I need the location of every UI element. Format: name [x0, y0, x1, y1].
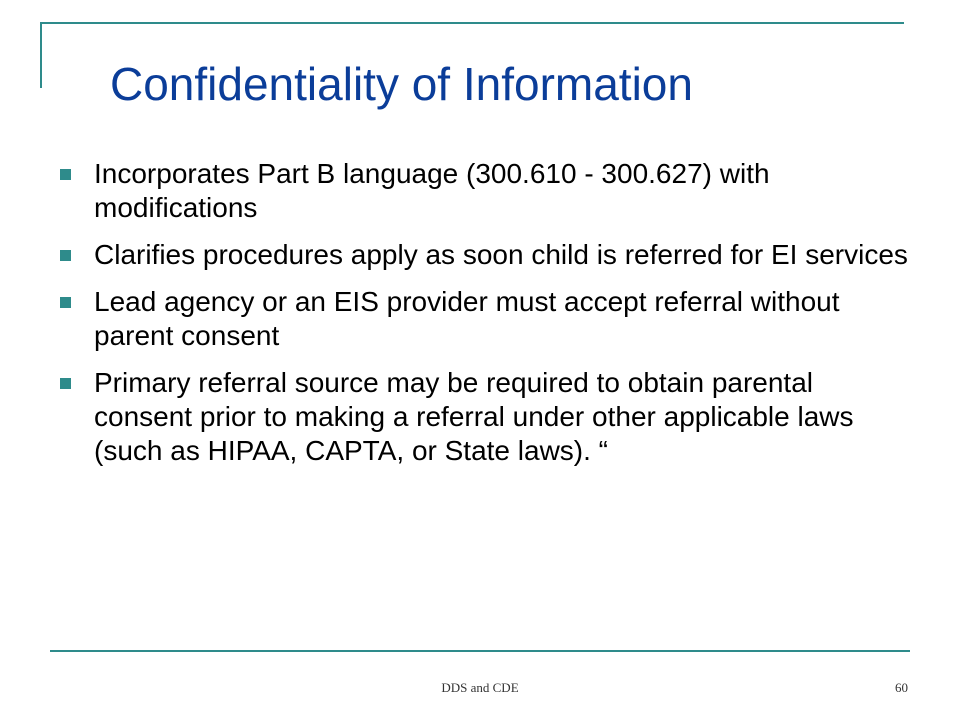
- square-bullet-icon: [60, 378, 71, 389]
- bullet-list: [56, 157, 916, 468]
- square-bullet-icon: [60, 297, 71, 308]
- page-number: 60: [895, 680, 908, 695]
- left-rule: [40, 22, 42, 88]
- bullet-item: [56, 366, 916, 468]
- footer-text: DDS and CDE: [441, 680, 519, 695]
- bullet-item: [56, 157, 916, 225]
- footer: [0, 680, 960, 700]
- bullet-text: Lead agency or an EIS provider must accept referral without parent consent: [94, 286, 840, 351]
- bottom-rule: [50, 650, 910, 652]
- bullet-item: [56, 238, 916, 272]
- bullet-text: Primary referral source may be required to obtain parental consent prior to making a referral under other applicable laws (such as HIPAA, CAPTA, or State laws). “: [94, 367, 854, 466]
- top-rule: [40, 22, 904, 24]
- bullet-text: Clarifies procedures apply as soon child is referred for EI services: [94, 239, 908, 270]
- slide-title: Confidentiality of Information: [110, 58, 693, 110]
- bullet-text: Incorporates Part B language (300.610 - 300.627) with modifications: [94, 158, 770, 223]
- square-bullet-icon: [60, 169, 71, 180]
- bullet-item: [56, 285, 916, 353]
- square-bullet-icon: [60, 250, 71, 261]
